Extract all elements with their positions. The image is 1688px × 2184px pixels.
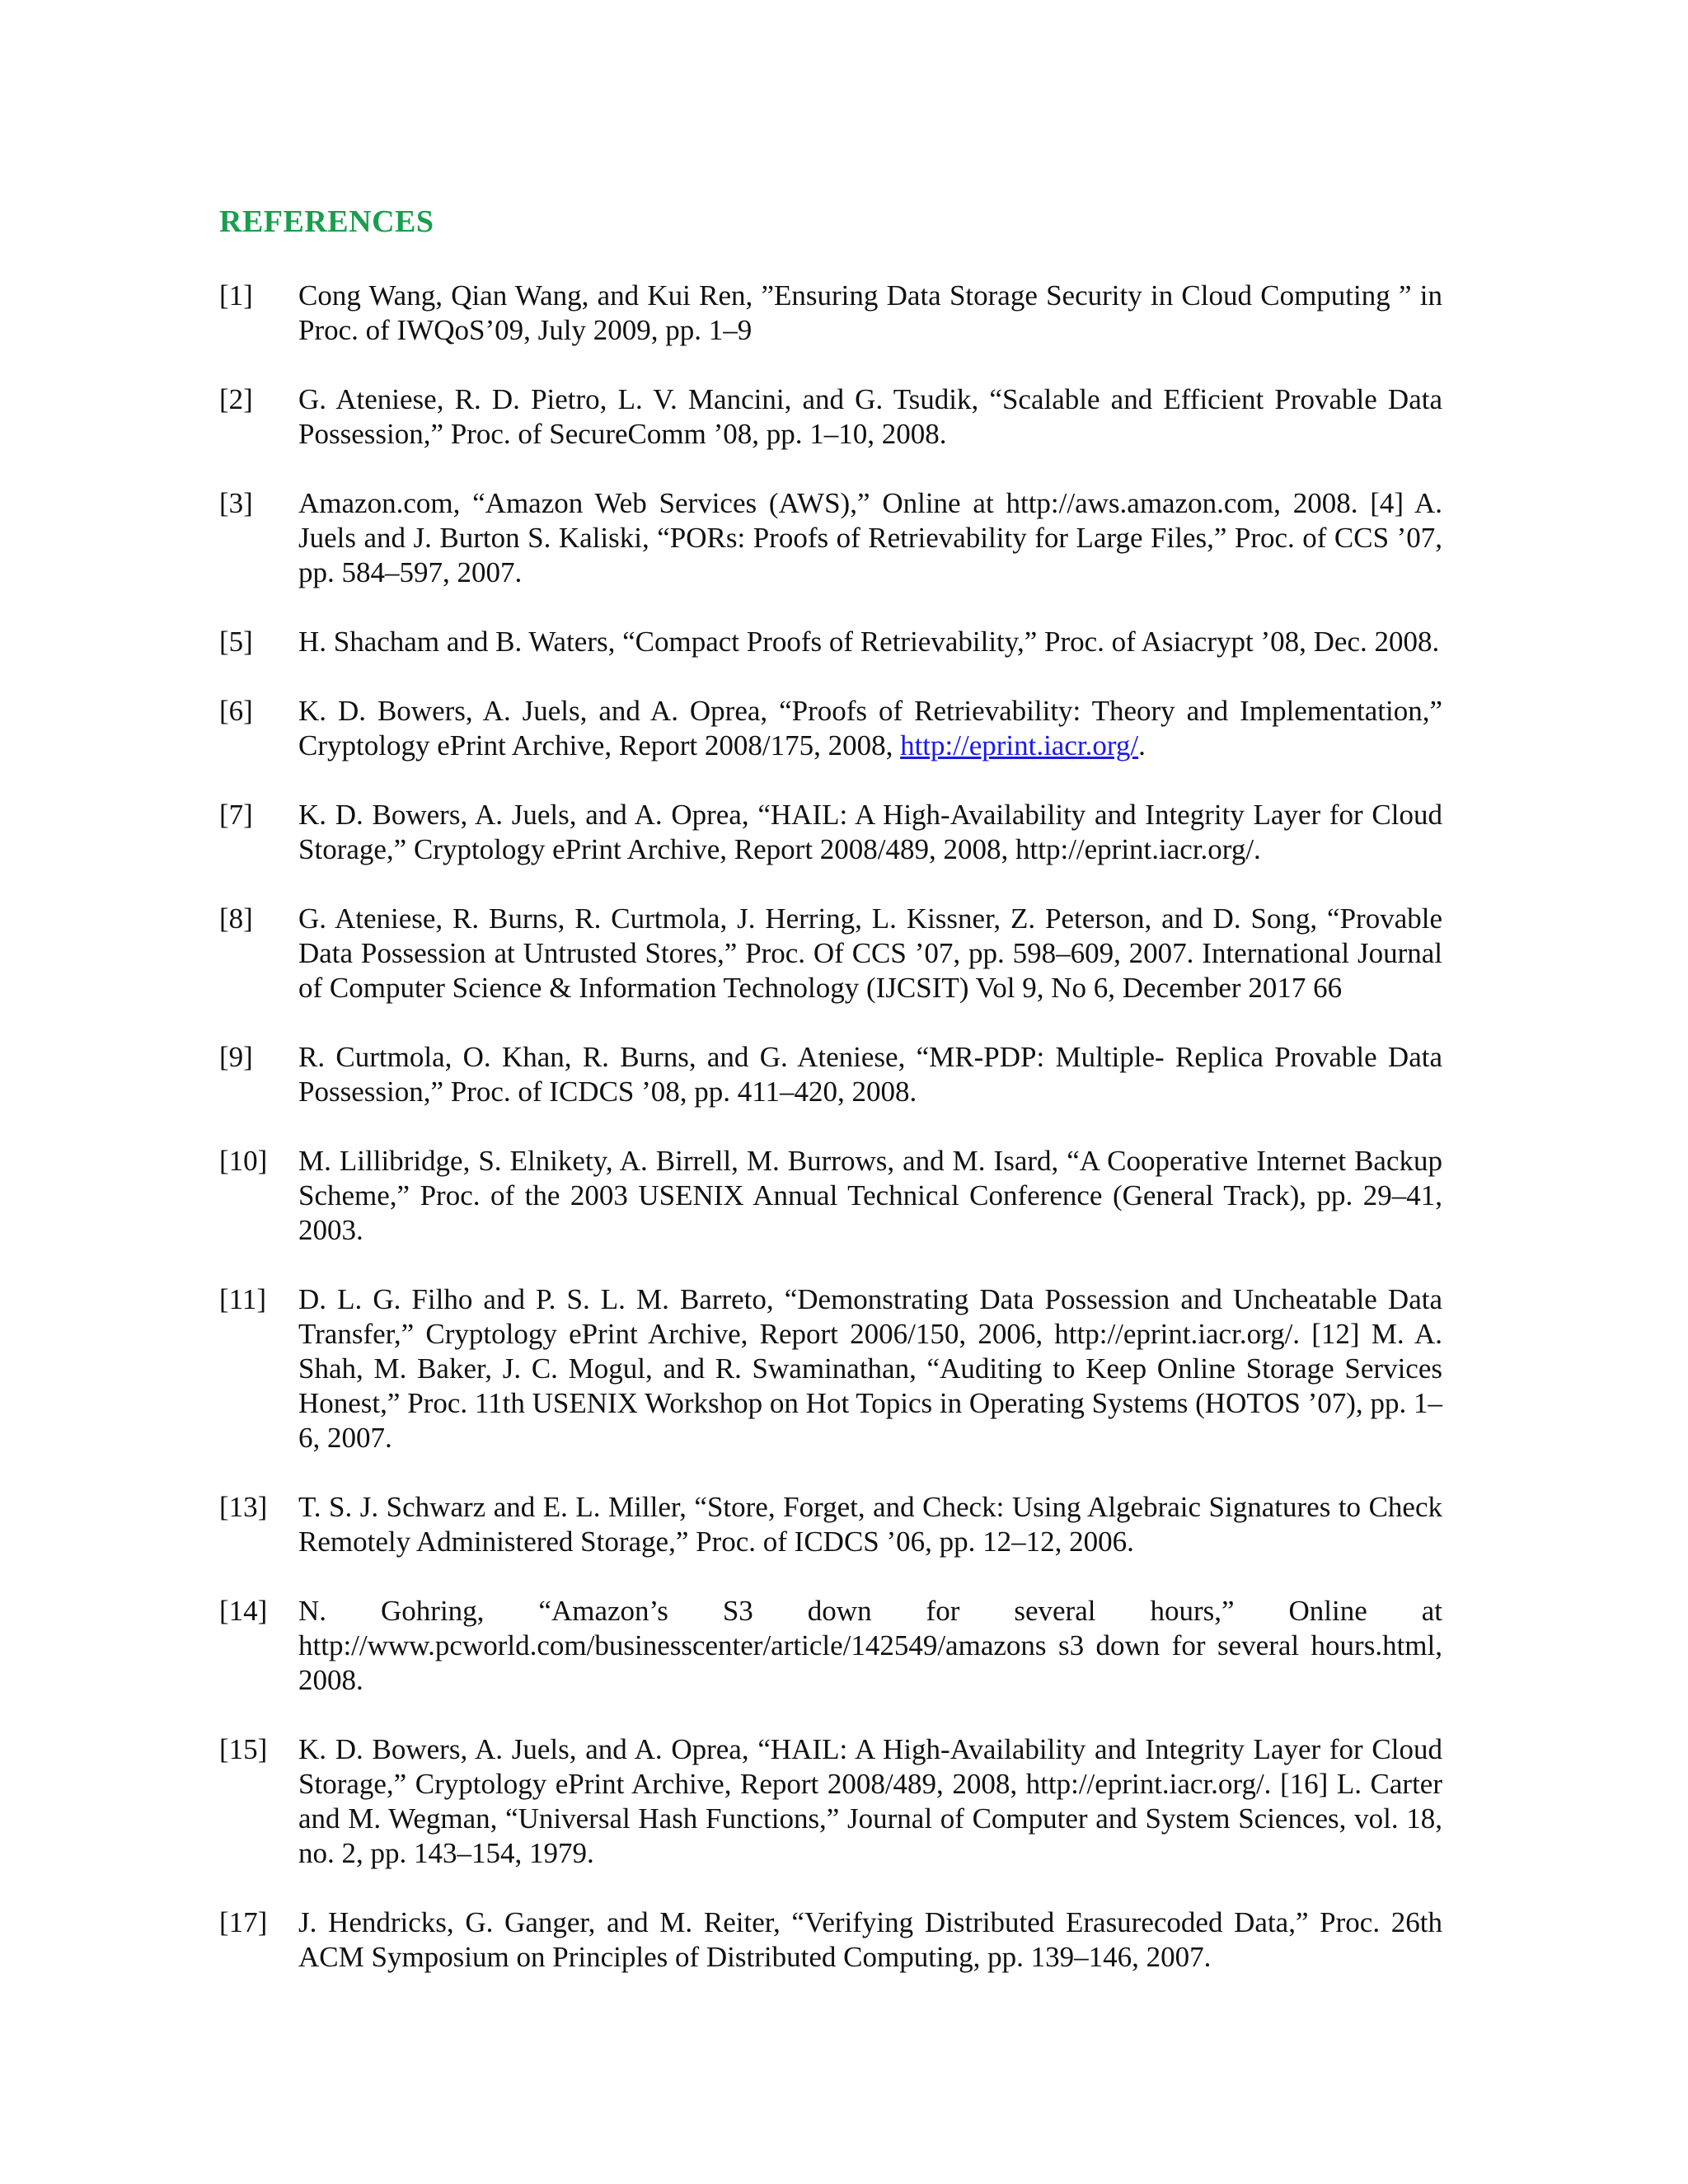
reference-text: Cong Wang, Qian Wang, and Kui Ren, ”Ensuring Data Storage Security in Cloud Computing ” in Proc. of IWQoS’09, July 2009, pp. 1–9 <box>298 279 1442 346</box>
reference-text <box>298 694 1442 763</box>
reference-item-5 <box>219 625 1442 659</box>
reference-text: R. Curtmola, O. Khan, R. Burns, and G. Ateniese, “MR-PDP: Multiple- Replica Provable Data Possession,” Proc. of ICDCS ’08, pp. 411–420, 2008. <box>298 1041 1442 1108</box>
reference-item-3 <box>219 486 1442 590</box>
reference-number: [10] <box>219 1145 268 1177</box>
reference-number: [2] <box>219 383 253 415</box>
reference-text: K. D. Bowers, A. Juels, and A. Oprea, “HAIL: A High-Availability and Integrity Layer for Cloud Storage,” Cryptology ePrint Archive, Report 2008/489, 2008, http://eprint.iacr.org/. [16] L. Carter and M. Wegman, “Universal Hash Functions,” Journal of Computer and System Sciences, vol. 18, no. 2, pp. 143–154, 1979. <box>298 1733 1442 1869</box>
references-heading: REFERENCES <box>219 204 434 239</box>
reference-number: [6] <box>219 695 253 727</box>
reference-text-end: . <box>1138 729 1146 762</box>
reference-number: [11] <box>219 1283 267 1315</box>
reference-number: [1] <box>219 279 253 312</box>
reference-text: G. Ateniese, R. D. Pietro, L. V. Mancini, and G. Tsudik, “Scalable and Efficient Provable Data Possession,” Proc. of SecureComm ’08, pp. 1–10, 2008. <box>298 383 1442 450</box>
reference-item-6 <box>219 694 1442 763</box>
reference-number: [8] <box>219 902 253 935</box>
reference-item-14 <box>219 1594 1442 1698</box>
reference-text: M. Lillibridge, S. Elnikety, A. Birrell, M. Burrows, and M. Isard, “A Cooperative Internet Backup Scheme,” Proc. of the 2003 USENIX Annual Technical Conference (General Track), pp. 29–41, 2003. <box>298 1145 1442 1246</box>
reference-item-7 <box>219 798 1442 867</box>
reference-text: H. Shacham and B. Waters, “Compact Proofs of Retrievability,” Proc. of Asiacrypt ’08, Dec. 2008. <box>298 626 1440 658</box>
reference-text: K. D. Bowers, A. Juels, and A. Oprea, “HAIL: A High-Availability and Integrity Layer for Cloud Storage,” Cryptology ePrint Archive, Report 2008/489, 2008, http://eprint.iacr.org/. <box>298 799 1442 865</box>
reference-text: T. S. J. Schwarz and E. L. Miller, “Store, Forget, and Check: Using Algebraic Signatures to Check Remotely Administered Storage,” Proc. of ICDCS ’06, pp. 12–12, 2006. <box>298 1491 1442 1558</box>
reference-number: [15] <box>219 1733 268 1765</box>
reference-item-13 <box>219 1490 1442 1559</box>
reference-text: G. Ateniese, R. Burns, R. Curtmola, J. Herring, L. Kissner, Z. Peterson, and D. Song, “Provable Data Possession at Untrusted Stores,” Proc. Of CCS ’07, pp. 598–609, 2007. International Journal of Computer Science & Information Technology (IJCSIT) Vol 9, No 6, December 2017 66 <box>298 902 1442 1004</box>
reference-number: [7] <box>219 799 253 831</box>
reference-item-17 <box>219 1905 1442 1975</box>
reference-number: [3] <box>219 487 253 519</box>
reference-item-1 <box>219 279 1442 348</box>
reference-text: D. L. G. Filho and P. S. L. M. Barreto, “Demonstrating Data Possession and Uncheatable Data Transfer,” Cryptology ePrint Archive, Report 2006/150, 2006, http://eprint.iacr.org/. [12] M. A. Shah, M. Baker, J. C. Mogul, and R. Swaminathan, “Auditing to Keep Online Storage Services Honest,” Proc. 11th USENIX Workshop on Hot Topics in Operating Systems (HOTOS ’07), pp. 1–6, 2007. <box>298 1283 1442 1454</box>
eprint-link[interactable]: http://eprint.iacr.org/ <box>900 729 1139 762</box>
reference-list <box>219 279 1442 2009</box>
reference-number: [13] <box>219 1491 268 1523</box>
reference-text: N. Gohring, “Amazon’s S3 down for several hours,” Online at http://www.pcworld.com/businesscenter/article/142549/amazons s3 down for several hours.html, 2008. <box>298 1595 1442 1696</box>
reference-number: [17] <box>219 1906 268 1938</box>
reference-item-9 <box>219 1040 1442 1109</box>
reference-item-2 <box>219 382 1442 452</box>
reference-item-11 <box>219 1282 1442 1455</box>
reference-item-8 <box>219 902 1442 1005</box>
reference-item-10 <box>219 1144 1442 1248</box>
reference-number: [9] <box>219 1041 253 1073</box>
reference-item-15 <box>219 1732 1442 1871</box>
reference-text-body: K. D. Bowers, A. Juels, and A. Oprea, “Proofs of Retrievability: Theory and Implementation,” Cryptology ePrint Archive, Report 2008/175, 2008, <box>298 695 1442 762</box>
reference-number: [14] <box>219 1595 268 1627</box>
reference-number: [5] <box>219 626 253 658</box>
reference-text: Amazon.com, “Amazon Web Services (AWS),” Online at http://aws.amazon.com, 2008. [4] A. Juels and J. Burton S. Kaliski, “PORs: Proofs of Retrievability for Large Files,” Proc. of CCS ’07, pp. 584–597, 2007. <box>298 487 1442 588</box>
reference-text: J. Hendricks, G. Ganger, and M. Reiter, “Verifying Distributed Erasurecoded Data,” Proc. 26th ACM Symposium on Principles of Distributed Computing, pp. 139–146, 2007. <box>298 1906 1442 1973</box>
